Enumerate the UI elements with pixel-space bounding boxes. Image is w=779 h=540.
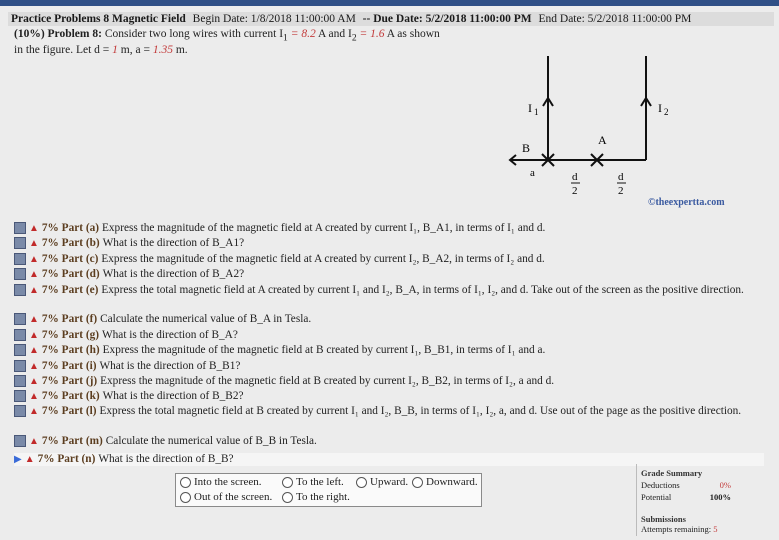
radio-icon[interactable] — [282, 492, 293, 503]
assignment-title: Practice Problems 8 Magnetic Field — [11, 13, 186, 25]
warning-icon: ▲ — [29, 361, 39, 372]
assignment-header — [8, 12, 774, 26]
part-a[interactable]: ▲ 7% Part (a) Express the magnitude of the magnetic field at A created by current I₁, B_A1, in terms of I₁ and d. — [14, 222, 764, 235]
end-date: End Date: 5/2/2018 11:00:00 PM — [538, 13, 692, 25]
option-out-of-screen[interactable]: Out of the screen. — [180, 491, 272, 503]
hint-icon[interactable] — [14, 253, 26, 265]
hint-icon[interactable] — [14, 435, 26, 447]
part-e[interactable]: ▲ 7% Part (e) Express the total magnetic field at A created by current I₁ and I₂, B_A, in terms of I₁, I₂, and d. Take out of the screen as the positive direction. — [14, 284, 764, 297]
part-h[interactable]: ▲ 7% Part (h) Express the magnitude of the magnetic field at B created by current I₁, B_B1, in terms of I₁ and a. — [14, 344, 764, 357]
label-i2-sub: 2 — [664, 107, 669, 117]
problem-prefix: (10%) Problem 8: — [14, 28, 102, 40]
hint-icon[interactable] — [14, 390, 26, 402]
hint-icon[interactable] — [14, 313, 26, 325]
label-a-distance: a — [530, 167, 535, 179]
hint-icon[interactable] — [14, 329, 26, 341]
part-f[interactable]: ▲ 7% Part (f) Calculate the numerical value of B_A in Tesla. — [14, 313, 764, 326]
label-i1: I — [528, 101, 532, 115]
part-n[interactable]: ▶ ▲ 7% Part (n) What is the direction of B_B? — [14, 453, 764, 466]
hint-icon[interactable] — [14, 344, 26, 356]
problem-line2a: in the figure. Let d = — [14, 44, 110, 57]
option-left[interactable]: To the left. — [282, 476, 344, 488]
radio-icon[interactable] — [282, 477, 293, 488]
option-upward[interactable]: Upward. — [356, 476, 408, 488]
direction-options — [175, 473, 482, 507]
part-m[interactable]: ▲ 7% Part (m) Calculate the numerical value of B_B in Tesla. — [14, 435, 764, 448]
hint-icon[interactable] — [14, 375, 26, 387]
problem-mid: A and I — [317, 28, 352, 40]
copyright: ©theexpertta.com — [648, 197, 725, 208]
part-g[interactable]: ▲ 7% Part (g) What is the direction of B_A? — [14, 329, 764, 342]
warning-icon: ▲ — [29, 314, 39, 325]
warning-icon: ▲ — [29, 330, 39, 341]
label-i2: I — [658, 101, 662, 115]
wire-diagram — [470, 52, 760, 212]
warning-icon: ▲ — [29, 238, 39, 249]
label-d-1: d — [572, 171, 578, 183]
problem-text-2: A as shown — [386, 28, 440, 40]
part-b[interactable]: ▲ 7% Part (b) What is the direction of B_A1? — [14, 237, 764, 250]
grade-summary: Grade Summary Deductions 0% Potential 100% Submissions Attempts remaining: 5 — [636, 464, 769, 536]
warning-icon: ▲ — [24, 454, 35, 465]
hint-icon[interactable] — [14, 360, 26, 372]
warning-icon: ▲ — [29, 269, 39, 280]
option-into-screen[interactable]: Into the screen. — [180, 476, 262, 488]
d-value: 1 — [112, 44, 118, 57]
label-two-1: 2 — [572, 185, 578, 197]
problem-statement: (10%) Problem 8: Consider two long wires with current $I_1 = 8.2$ A and $I_2 = 1.6$ A as shown in the figure. Let d = 1 m, a = 1.35 m. — [14, 28, 440, 57]
label-a-point: A — [598, 133, 607, 147]
top-bar — [0, 0, 779, 6]
warning-icon: ▲ — [29, 376, 39, 387]
begin-date: Begin Date: 1/8/2018 11:00:00 AM — [192, 13, 356, 25]
radio-icon[interactable] — [412, 477, 423, 488]
warning-icon: ▲ — [29, 223, 39, 234]
a-value: 1.35 — [152, 44, 173, 57]
radio-icon[interactable] — [180, 477, 191, 488]
hint-icon[interactable] — [14, 268, 26, 280]
i1-value: = 8.2 — [290, 28, 316, 40]
label-b: B — [522, 141, 531, 155]
part-j[interactable]: ▲ 7% Part (j) Express the magnitude of the magnetic field at B created by current I₂, B_B2, in terms of I₂, a and d. — [14, 375, 764, 388]
warning-icon: ▲ — [29, 391, 39, 402]
warning-icon: ▲ — [29, 436, 39, 447]
part-d[interactable]: ▲ 7% Part (d) What is the direction of B_A2? — [14, 268, 764, 281]
warning-icon: ▲ — [29, 406, 39, 417]
label-two-2: 2 — [618, 185, 624, 197]
part-l[interactable]: ▲ 7% Part (l) Express the total magnetic field at B created by current I₁ and I₂, B_B, in terms of I₁, I₂, a, and d. Use out of the page as the positive direction. — [14, 405, 764, 418]
hint-icon[interactable] — [14, 237, 26, 249]
problem-line2c: m. — [175, 44, 188, 57]
due-date: -- Due Date: 5/2/2018 11:00:00 PM — [362, 13, 532, 25]
option-right[interactable]: To the right. — [282, 491, 350, 503]
warning-icon: ▲ — [29, 345, 39, 356]
radio-icon[interactable] — [180, 492, 191, 503]
part-c[interactable]: ▲ 7% Part (c) Express the magnitude of the magnetic field at A created by current I₂, B_A2, in terms of I₂ and d. — [14, 253, 764, 266]
label-d-2: d — [618, 171, 624, 183]
warning-icon: ▲ — [29, 254, 39, 265]
part-i[interactable]: ▲ 7% Part (i) What is the direction of B_B1? — [14, 360, 764, 373]
label-i1-sub: 1 — [534, 107, 539, 117]
hint-icon[interactable] — [14, 284, 26, 296]
problem-text: Consider two long wires with current I — [104, 28, 284, 40]
hint-icon[interactable] — [14, 405, 26, 417]
option-downward[interactable]: Downward. — [412, 476, 478, 488]
play-icon: ▶ — [14, 454, 22, 465]
hint-icon[interactable] — [14, 222, 26, 234]
radio-icon[interactable] — [356, 477, 367, 488]
problem-line2b: m, a = — [120, 44, 150, 57]
warning-icon: ▲ — [29, 285, 39, 296]
i2-value: = 1.6 — [359, 28, 385, 40]
part-k[interactable]: ▲ 7% Part (k) What is the direction of B_B2? — [14, 390, 764, 403]
